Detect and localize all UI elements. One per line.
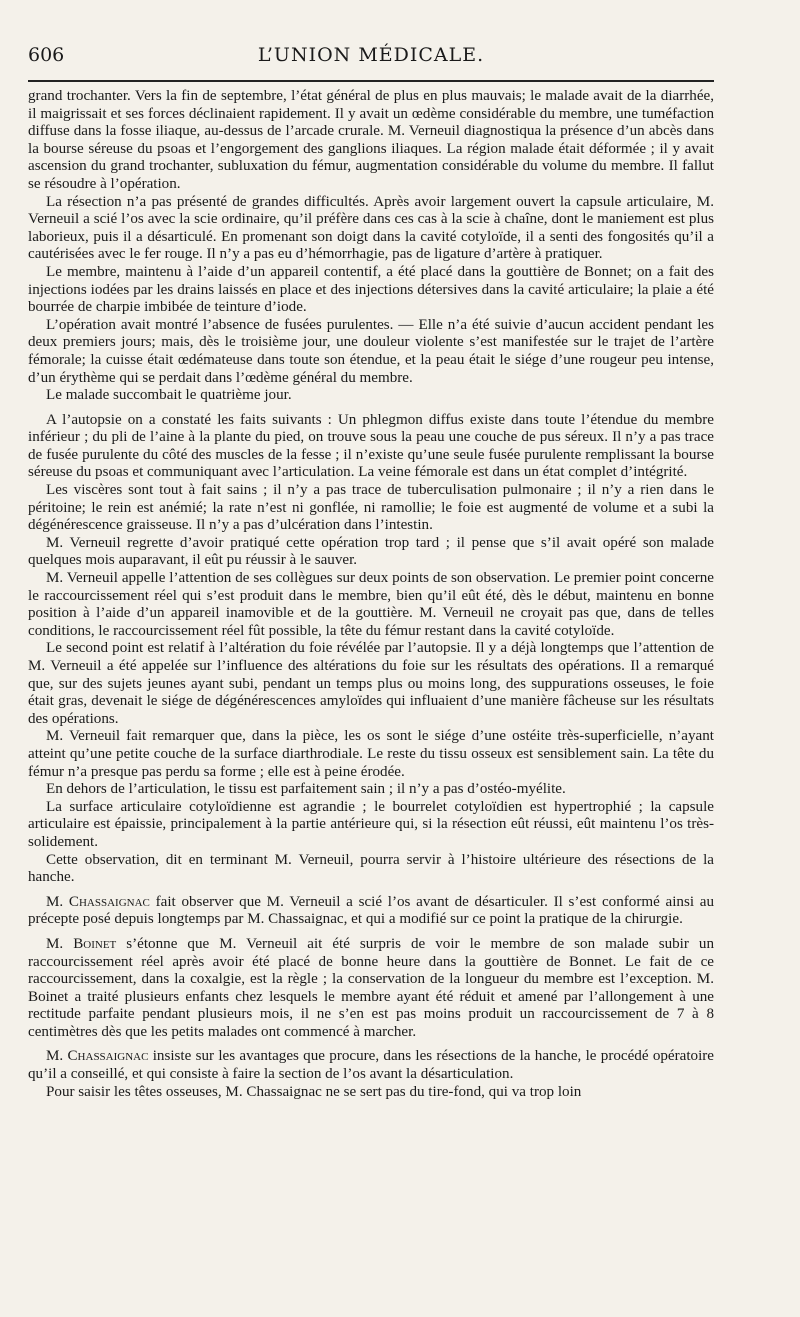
paragraph: M. Verneuil regrette d’avoir pratiqué cette opération trop tard ; il pense que s’il avait opéré son malade quelques mois auparavant, il eût pu réussir à le sauver. [28, 534, 714, 569]
paragraph: En dehors de l’articulation, le tissu est parfaitement sain ; il n’y a pas d’ostéo-myélite. [46, 781, 566, 798]
paragraph: M. Verneuil fait remarquer que, dans la pièce, les os sont le siége d’une ostéite très-superficielle, n’ayant atteint qu’une petite couche de la surface diarthrodiale. Le reste du tissu osseux est sensiblement sain. La tête du fémur n’a presque pas perdu sa forme ; elle est à peine érodée. [28, 728, 714, 780]
paragraph: Cette observation, dit en terminant M. Verneuil, pourra servir à l’histoire ultérieure des résections de la hanche. [28, 851, 714, 886]
article-body [28, 88, 714, 1101]
paragraph: M. Verneuil appelle l’attention de ses collègues sur deux points de son observation. Le premier point concerne le raccourcissement réel qui s’est produit dans le membre, bien qu’il eût été, dès le début, maintenu en bonne position à l’aide d’un appareil inamovible et de la gouttière. M. Verneuil ne croyait pas que, dans de telles conditions, le raccourcissement réel fût possible, la tête du fémur restant dans la cavité cotyloïde. [28, 570, 714, 639]
paragraph: La résection n’a pas présenté de grandes difficultés. Après avoir largement ouvert la capsule articulaire, M. Verneuil a scié l’os avec la scie ordinaire, qu’il préfère dans ces cas à la scie à chaîne, dont le maniement est plus laborieux, puis il a désarticulé. En promenant son doigt dans la cavité cotyloïde, il a senti des fongosités qu’il a cautérisées avec le fer rouge. Il n’y a pas eu d’hémorrhagie, pas de ligature d’artère à pratiquer. [28, 193, 714, 263]
paragraph: Le malade succombait le quatrième jour. [46, 387, 292, 404]
paragraph: Le second point est relatif à l’altération du foie révélée par l’autopsie. Il y a déjà longtemps que l’attention de M. Verneuil a été appelée sur l’influence des altérations du foie sur les résultats des opérations. Il a remarqué que, sur des sujets jeunes ayant subi, pendant un temps plus ou moins long, des suppurations osseuses, le foie était gras, devenait le siége de dégénérescences amyloïdes qui influaient d’une manière fâcheuse sur les résultats des opérations. [28, 640, 714, 727]
paragraph-speaker: M. Chassaignac fait observer que M. Verneuil a scié l’os avant de désarticuler. Il s’est conformé ainsi au précepte posé depuis longtemps par M. Chassaignac, et qui a modifié sur ce point la pratique de la chirurgie. [28, 893, 714, 928]
paragraph: Pour saisir les têtes osseuses, M. Chassaignac ne se sert pas du tire-fond, qui va trop loin [46, 1083, 582, 1100]
paragraph: Les viscères sont tout à fait sains ; il n’y a pas trace de tuberculisation pulmonaire ; il n’y a rien dans le péritoine; le rein est anémié; la rate n’est ni gonflée, ni ramollie; le foie est augmenté de volume et a subi la dégénérescence graisseuse. Il n’y a pas d’ulcération dans l’intestin. [28, 482, 714, 534]
paragraph: grand trochanter. Vers la fin de septembre, l’état général de plus en plus mauvais; le malade avait de la diarrhée, il maigrissait et ses forces déclinaient rapidement. Il y avait un œdème considérable du membre, une tuméfaction diffuse dans la fosse iliaque, au-dessus de l’arcade crurale. M. Verneuil diagnostiqua la présence d’un abcès dans la bourse séreuse du psoas et l’engorgement des ganglions iliaques. La région malade était déformée ; il y avait ascension du grand trochanter, subluxation du fémur, augmentation considérable du volume du membre. Il fallut se résoudre à l’opération. [28, 88, 714, 192]
page-header [28, 44, 714, 72]
paragraph-speaker: M. Chassaignac insiste sur les avantages que procure, dans les résections de la hanche, le procédé opératoire qu’il a conseillé, et qui consiste à faire la section de l’os avant la désarticulation. [28, 1048, 715, 1083]
paragraph: A l’autopsie on a constaté les faits suivants : Un phlegmon diffus existe dans toute l’étendue du membre inférieur ; du pli de l’aine à la plante du pied, on trouve sous la peau une couche de pus séreux. Il n’y a pas trace de fusée purulente du côté des muscles de la fesse ; il n’existe qu’une seule fusée purulente remplissant la bourse séreuse du psoas et communiquant avec l’articulation. La veine fémorale est dans un état complet d’intégrité. [28, 411, 714, 481]
running-title: L’UNION MÉDICALE. [257, 44, 485, 66]
speaker-name: Boinet [73, 935, 117, 952]
paragraph: La surface articulaire cotyloïdienne est agrandie ; le bourrelet cotyloïdien est hypertrophié ; la capsule articulaire est épaissie, principalement à la partie antérieure qui, si la résection eût réussi, eût maintenu l’os très-solidement. [28, 798, 714, 850]
header-rule [28, 80, 714, 82]
paragraph: L’opération avait montré l’absence de fusées purulentes. — Elle n’a été suivie d’aucun accident pendant les deux premiers jours; mais, dès le troisième jour, une douleur violente s’est manifestée sur le trajet de l’artère fémorale; la cuisse était œdémateuse dans toute son étendue, et la peau était le siége d’une rougeur peu intense, d’un érythème qui se perdait dans l’œdème général du membre. [28, 316, 714, 386]
paragraph: Le membre, maintenu à l’aide d’un appareil contentif, a été placé dans la gouttière de Bonnet; on a fait des injections iodées par les drains laissés en place et des injections détersives dans la cavité articulaire; la plaie a été bourrée de charpie imbibée de teinture d’iode. [28, 263, 714, 316]
paragraph-speaker: M. Boinet s’étonne que M. Verneuil ait été surpris de voir le membre de son malade subir un raccourcissement réel après avoir été placé de bonne heure dans la gouttière de Bonnet. Le fait de ce raccourcissement, dans la coxalgie, est la règle ; la conservation de la longueur du membre est l’exception. M. Boinet a traité plusieurs enfants chez lesquels le membre ayant été réduit et amené par l’allongement à une rectitude parfaite pendant plusieurs mois, il ne s’en est pas moins produit un raccourcissement de 7 à 8 centimètres dès que les petits malades ont commencé à marcher. [28, 935, 714, 1040]
page-number: 606 [28, 44, 65, 66]
speaker-name: Chassaignac [67, 1048, 149, 1065]
speaker-name: Chassaignac [68, 893, 150, 910]
